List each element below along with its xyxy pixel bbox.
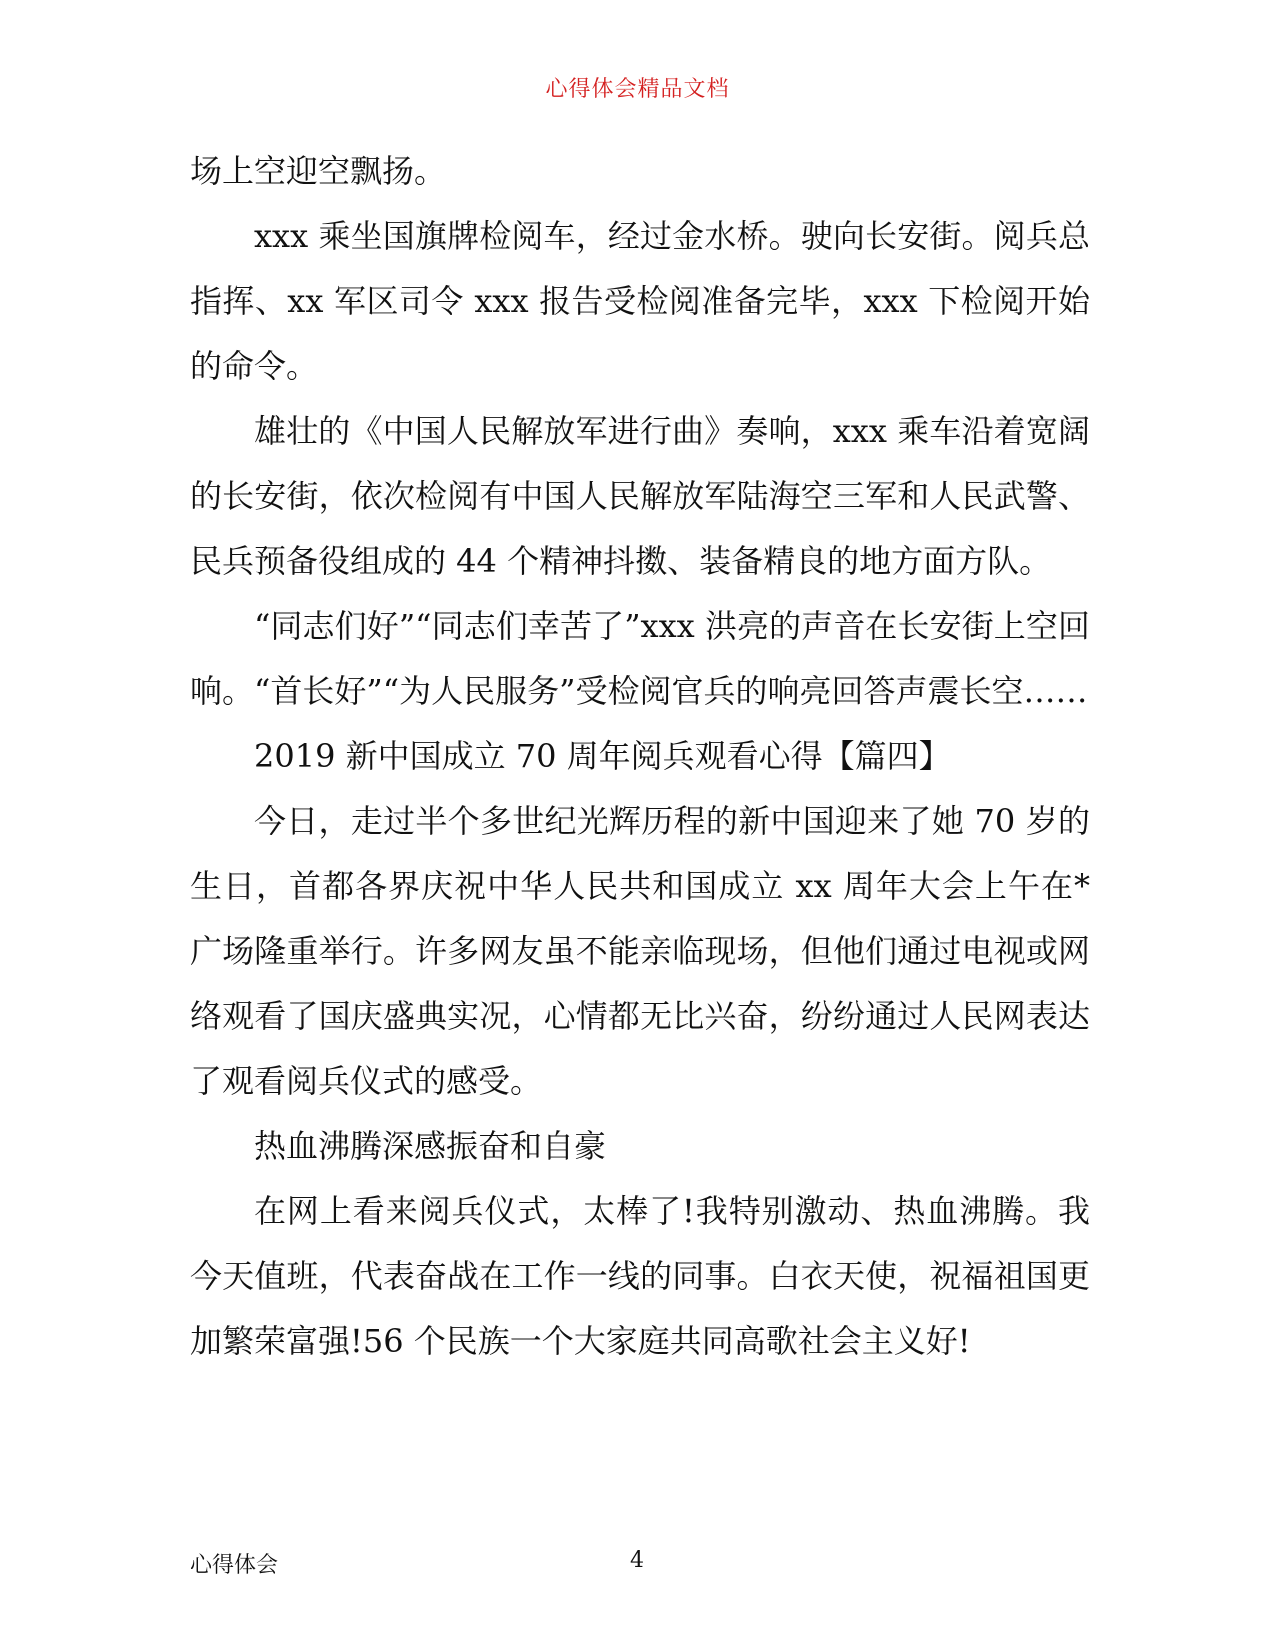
document-body <box>190 139 1090 1374</box>
document-header-title: 心得体会精品文档 <box>545 77 730 102</box>
sub-heading: 热血沸腾深感振奋和自豪 <box>254 1127 607 1165</box>
paragraph-4: “同志们好”“同志们幸苦了”xxx 洪亮的声音在长安街上空回响。“首长好”“为人民服务”受检阅官兵的响亮回答声震长空…… <box>190 607 1090 710</box>
paragraph-6: 在网上看来阅兵仪式，太棒了!我特别激动、热血沸腾。我今天值班，代表奋战在工作一线的同事。白衣天使，祝福祖国更加繁荣富强!56 个民族一个大家庭共同高歌社会主义好! <box>190 1192 1090 1360</box>
paragraph-5: 今日，走过半个多世纪光辉历程的新中国迎来了她 70 岁的生日，首都各界庆祝中华人民共和国成立 xx 周年大会上午在*广场隆重举行。许多网友虽不能亲临现场，但他们通过电视或网络观看了国庆盛典实况，心情都无比兴奋，纷纷通过人民网表达了观看阅兵仪式的感受。 <box>190 802 1090 1100</box>
section-heading: 2019 新中国成立 70 周年阅兵观看心得【篇四】 <box>254 737 951 775</box>
paragraph-1: 场上空迎空飘扬。 <box>190 152 447 190</box>
paragraph-2: xxx 乘坐国旗牌检阅车，经过金水桥。驶向长安街。阅兵总指挥、xx 军区司令 xxx 报告受检阅准备完毕，xxx 下检阅开始的命令。 <box>190 217 1090 385</box>
paragraph-3: 雄壮的《中国人民解放军进行曲》奏响，xxx 乘车沿着宽阔的长安街，依次检阅有中国人民解放军陆海空三军和人民武警、民兵预备役组成的 44 个精神抖擞、装备精良的地方面方队。 <box>190 412 1090 580</box>
footer-label: 心得体会 <box>190 1553 279 1578</box>
page-number: 4 <box>630 1548 644 1573</box>
